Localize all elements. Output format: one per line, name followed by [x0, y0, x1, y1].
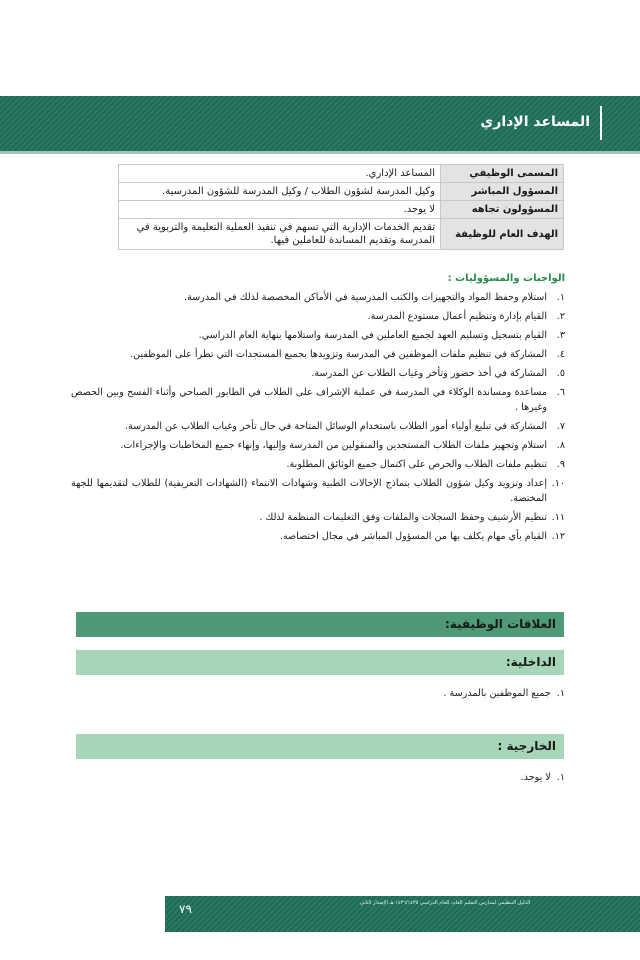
list-item — [71, 328, 565, 343]
item-text: مساعدة ومساندة الوكلاء في المدرسة في عملية الإشراف على الطلاب في الطابور الصباحي وأثناء الفسح وبين الحصص وغيرها . — [71, 387, 547, 413]
item-text: إعداد وتزويد وكيل شؤون الطلاب بنماذج الإحالات الطبية وشهادات الانتماء (الشهادات التعريفية) للطلاب لتقديمها للجهة المختصة. — [71, 478, 547, 504]
item-number: ٤. — [556, 349, 565, 360]
item-number: ١. — [556, 688, 565, 699]
job-info-table — [118, 164, 564, 250]
list-item — [71, 347, 565, 362]
item-number: ١٠. — [551, 478, 565, 489]
row-label: المسمى الوظيفي — [441, 165, 564, 183]
row-value: لا يوجد. — [119, 201, 441, 219]
item-text: القيام بتسجيل وتسليم العهد لجميع العاملين في المدرسة واستلامها بنهاية العام الدراسي. — [198, 330, 547, 341]
duties-list — [71, 290, 565, 548]
external-item — [521, 772, 565, 783]
header-divider — [0, 151, 640, 154]
header-title-box — [450, 106, 602, 140]
item-text: المشاركة في تنظيم ملفات الموظفين في المدرسة وتزويدها بجميع المستجدات التي تطرأ على الموظفين. — [130, 349, 547, 360]
list-item — [71, 476, 565, 506]
list-item — [71, 309, 565, 324]
item-text: استلام وحفظ المواد والتجهيزات والكتب المدرسية في الأماكن المخصصة لذلك في المدرسة. — [183, 292, 547, 303]
page-number: ٧٩ — [179, 902, 192, 916]
list-item — [71, 385, 565, 415]
row-label: المسؤول المباشر — [441, 183, 564, 201]
item-text: المشاركة في تبليغ أولياء أمور الطلاب باستخدام الوسائل المتاحة في حال تأخر وغياب الطلاب عن المدرسة. — [124, 421, 547, 432]
footer-band — [165, 896, 640, 932]
page-title: المساعد الإداري — [480, 114, 590, 130]
row-label: المسؤولون تجاهه — [441, 201, 564, 219]
table-row — [119, 219, 564, 250]
item-number: ١١. — [551, 512, 565, 523]
header-band — [0, 96, 640, 151]
item-text: المشاركة في أخذ حضور وتأخر وغياب الطلاب عن المدرسة. — [311, 368, 547, 379]
list-item — [71, 419, 565, 434]
relations-heading-bar — [76, 612, 564, 637]
row-value: تقديم الخدمات الإدارية التي تسهم في تنفيذ العملية التعليمة والتربوية في المدرسة وتقديم المساندة للعاملين فيها. — [119, 219, 441, 250]
item-number: ١. — [556, 292, 565, 303]
item-number: ٦. — [556, 387, 565, 398]
item-text: القيام بأي مهام يكلف بها من المسؤول المباشر في مجال اختصاصه. — [279, 531, 547, 542]
item-number: ١. — [556, 772, 565, 783]
list-item — [71, 290, 565, 305]
table-row — [119, 183, 564, 201]
list-item — [71, 510, 565, 525]
item-text: استلام وتجهيز ملفات الطلاب المستجدين والمنقولين من المدرسة وإليها، وإنهاء جميع المخاطبات والإجراءات. — [120, 440, 547, 451]
list-item — [71, 529, 565, 544]
item-number: ٨. — [556, 440, 565, 451]
item-text: لا يوجد. — [520, 772, 551, 783]
duties-heading: الواجبات والمسؤوليات : — [447, 273, 565, 284]
internal-item — [443, 688, 565, 699]
list-item — [71, 457, 565, 472]
item-text: جميع الموظفين بالمدرسة . — [443, 688, 551, 699]
row-value: المساعد الإداري. — [119, 165, 441, 183]
internal-heading: الداخلية: — [505, 655, 556, 669]
list-item — [71, 366, 565, 381]
table-row — [119, 165, 564, 183]
external-heading: الخارجية : — [497, 739, 556, 753]
item-number: ٣. — [556, 330, 565, 341]
item-number: ٢. — [556, 311, 565, 322]
table-row — [119, 201, 564, 219]
item-number: ٩. — [556, 459, 565, 470]
item-text: تنظيم الأرشيف وحفظ السجلات والملفات وفق التعليمات المنظمة لذلك . — [259, 512, 547, 523]
item-number: ٥. — [556, 368, 565, 379]
item-text: تنظيم ملفات الطلاب والحرص على اكتمال جميع الوثائق المطلوبة. — [286, 459, 547, 470]
external-heading-bar — [76, 734, 564, 759]
footer-text: الدليل التنظيمي لمدارس التعليم العام، للعام الدراسي ١٤٣٦/١٤٣٥ هـ الإصدار الثاني — [359, 900, 531, 906]
item-number: ١٢. — [551, 531, 565, 542]
internal-heading-bar — [76, 650, 564, 675]
item-text: القيام بإدارة وتنظيم أعمال مستودع المدرسة. — [367, 311, 547, 322]
row-value: وكيل المدرسة لشؤون الطلاب / وكيل المدرسة للشؤون المدرسية. — [119, 183, 441, 201]
list-item — [71, 438, 565, 453]
item-number: ٧. — [556, 421, 565, 432]
relations-heading: العلاقات الوظيفية: — [444, 617, 556, 631]
row-label: الهدف العام للوظيفة — [441, 219, 564, 250]
